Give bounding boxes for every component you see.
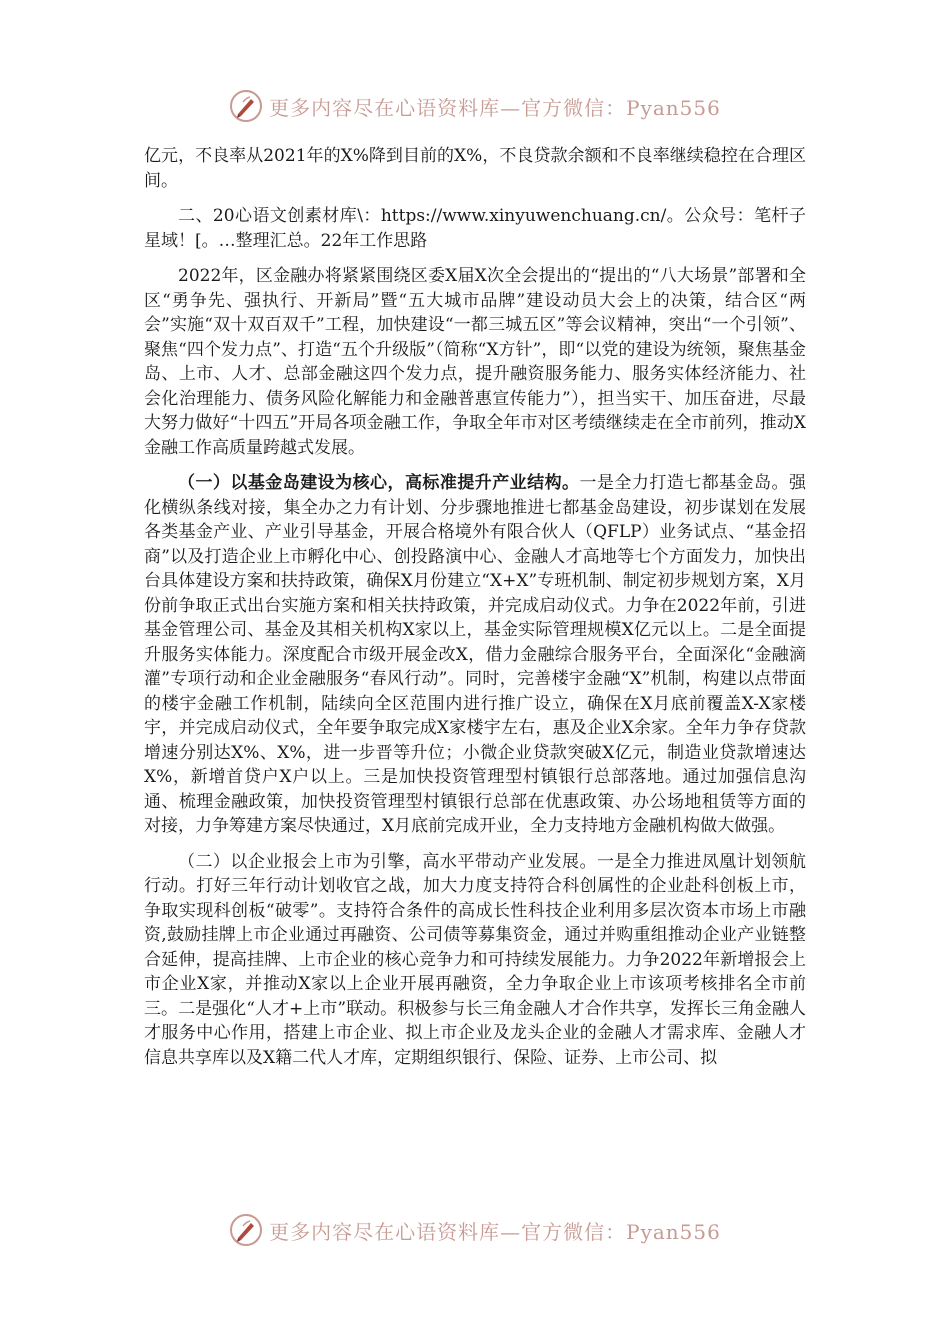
paragraph-work-plan: 2022年，区金融办将紧紧围绕区委X届X次全会提出的“提出的“八大场景”部署和全区“勇争先、强执行、开新局”暨“五大城市品牌”建设动员大会上的决策，结合区“两会”实施“双十双百双千”工程，加快建设“一都三城五区”等会议精神，突出“一个引领”、聚焦“四个发力点”、打造“五个升级版”（简称“X方针”，即“以党的建设为统领，聚焦基金岛、上市、人才、总部金融这四个发力点，提升融资服务能力、服务实体经济能力、社会化治理能力、债务风险化解能力和金融普惠宣传能力”），担当实干、加压奋进，尽最大努力做好“十四五”开局各项金融工作，争取全年市对区考绩继续走在全市前列，推动X金融工作高质量跨越式发展。 <box>144 266 806 458</box>
document-body <box>144 144 806 1081</box>
pen-logo-icon <box>229 1213 263 1247</box>
paragraph-fund-island <box>144 471 806 839</box>
section-heading: 二、20心语文创素材库\：https://www.xinyuwenchuang.cn/。公众号：笔杆子星域！[。…整理汇总。22年工作思路 <box>144 206 806 251</box>
header-banner <box>0 86 950 126</box>
paragraph-listing: （二）以企业报会上市为引擎，高水平带动产业发展。一是全力推进凤凰计划领航行动。打好三年行动计划收官之战，加大力度支持符合科创属性的企业赴科创板上市，争取实现科创板“破零”。支持符合条件的高成长性科技企业利用多层次资本市场上市融资,鼓励挂牌上市企业通过再融资、公司债等募集资金，通过并购重组推动企业产业链整合延伸，提高挂牌、上市企业的核心竞争力和可持续发展能力。力争2022年新增报会上市企业X家，并推动X家以上企业开展再融资，全力争取企业上市该项考核排名全市前三。二是强化“人才+上市”联动。积极参与长三角金融人才合作共享，发挥长三角金融人才服务中心作用，搭建上市企业、拟上市企业及龙头企业的金融人才需求库、金融人才信息共享库以及X籍二代人才库，定期组织银行、保险、证券、上市公司、拟 <box>144 851 806 1068</box>
paragraph-intro-tail: 亿元，不良率从2021年的X%降到目前的X%，不良贷款余额和不良率继续稳控在合理区间。 <box>144 146 806 191</box>
paragraph-body-text: 一是全力打造七都基金岛。强化横纵条线对接，集全办之力有计划、分步骤地推进七都基金岛建设，初步谋划在发展各类基金产业、产业引导基金，开展合格境外有限合伙人（QFLP）业务试点、“基金招商”以及打造企业上市孵化中心、创投路演中心、金融人才高地等七个方面发力，加快出台具体建设方案和扶持政策，确保X月份建立“X+X”专班机制、制定初步规划方案，X月份前争取正式出台实施方案和相关扶持政策，并完成启动仪式。力争在2022年前，引进基金管理公司、基金及其相关机构X家以上，基金实际管理规模X亿元以上。二是全面提升服务实体能力。深度配合市级开展金改X，借力金融综合服务平台，全面深化“金融滴灌”专项行动和企业金融服务“春风行动”。同时，完善楼宇金融“X”机制，构建以点带面的楼宇金融工作机制，陆续向全区范围内进行推广设立，确保在X月底前覆盖X-X家楼宇，并完成启动仪式，全年要争取完成X家楼宇左右，惠及企业X余家。全年力争存贷款增速分别达X%、X%，进一步晋等升位；小微企业贷款突破X亿元，制造业贷款增速达X%，新增首贷户X户以上。三是加快投资管理型村镇银行总部落地。通过加强信息沟通、梳理金融政策，加快投资管理型村镇银行总部在优惠政策、办公场地租赁等方面的对接，力争筹建方案尽快通过，X月底前完成开业，全力支持地方金融机构做大做强。 <box>144 473 807 836</box>
paragraph-lead-heading: （一）以基金岛建设为核心，高标准提升产业结构。 <box>178 473 580 493</box>
banner-text: 更多内容尽在心语资料库—官方微信：Pyan556 <box>269 1219 721 1244</box>
pen-logo-icon <box>229 89 263 123</box>
banner-text: 更多内容尽在心语资料库—官方微信：Pyan556 <box>269 95 721 120</box>
footer-banner <box>0 1210 950 1250</box>
